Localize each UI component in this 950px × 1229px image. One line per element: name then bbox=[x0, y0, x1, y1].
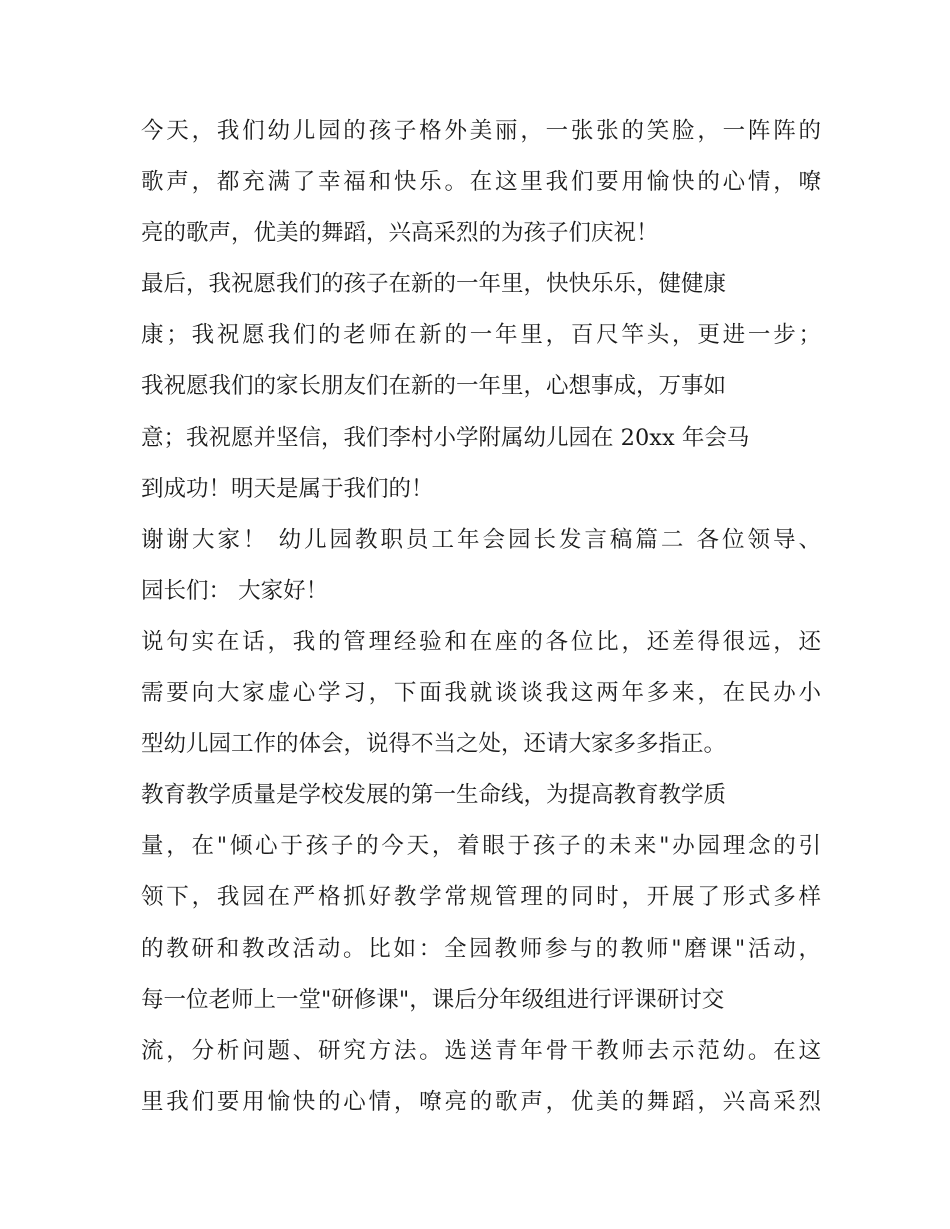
text-line: 歌声，都充满了幸福和快乐。在这里我们要用愉快的心情，嘹 bbox=[141, 169, 821, 196]
text-line: 教育教学质量是学校发展的第一生命线，为提高教育教学质 bbox=[141, 782, 727, 809]
text-line: 今天，我们幼儿园的孩子格外美丽，一张张的笑脸，一阵阵的 bbox=[141, 118, 821, 144]
text-line: 每一位老师上一堂"研修课"，课后分年级组进行评课研讨交 bbox=[141, 986, 725, 1013]
text-line: 意；我祝愿并坚信，我们李村小学附属幼儿园在 20xx 年会马 bbox=[141, 424, 750, 451]
text-line: 康；我祝愿我们的老师在新的一年里，百尺竿头，更进一步； bbox=[141, 322, 821, 349]
text-line: 说句实在话，我的管理经验和在座的各位比，还差得很远，还 bbox=[141, 628, 821, 655]
text-line: 的教研和教改活动。比如：全园教师参与的教师"磨课"活动， bbox=[141, 935, 821, 962]
text-line: 到成功！明天是属于我们的！ bbox=[141, 475, 434, 502]
text-line: 量，在"倾心于孩子的今天，着眼于孩子的未来"办园理念的引 bbox=[141, 833, 821, 860]
text-line: 亮的歌声，优美的舞蹈，兴高采烈的为孩子们庆祝！ bbox=[141, 220, 659, 247]
text-line: 领下，我园在严格抓好教学常规管理的同时，开展了形式多样 bbox=[141, 884, 821, 911]
text-line: 谢谢大家！ 幼儿园教职员工年会园长发言稿篇二 各位领导、 bbox=[141, 526, 821, 553]
text-line: 我祝愿我们的家长朋友们在新的一年里，心想事成，万事如 bbox=[141, 373, 727, 400]
text-line: 型幼儿园工作的体会，说得不当之处，还请大家多多指正。 bbox=[141, 731, 727, 758]
text-line: 里我们要用愉快的心情，嘹亮的歌声，优美的舞蹈，兴高采烈 bbox=[141, 1088, 821, 1115]
text-line: 园长们： 大家好！ bbox=[141, 577, 329, 604]
text-line: 流，分析问题、研究方法。选送青年骨干教师去示范幼。在这 bbox=[141, 1037, 821, 1064]
text-line: 最后，我祝愿我们的孩子在新的一年里，快快乐乐，健健康 bbox=[141, 271, 727, 298]
document-body bbox=[141, 106, 821, 1128]
text-line: 需要向大家虚心学习，下面我就谈谈我这两年多来，在民办小 bbox=[141, 680, 821, 707]
